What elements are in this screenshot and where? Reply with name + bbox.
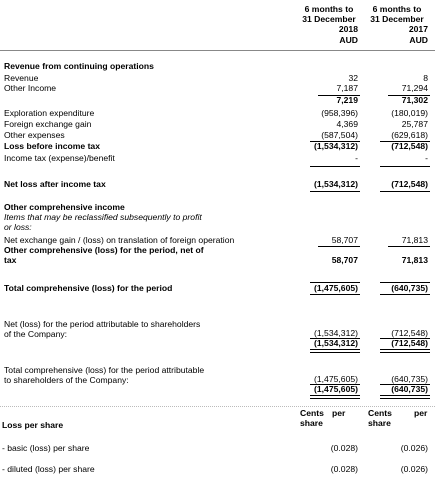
subtotal-2018: 7,219 (336, 95, 358, 105)
fx-gain-2017: 25,787 (401, 119, 428, 129)
oci-total-2017: 71,813 (401, 255, 428, 265)
income-tax-2018: - (355, 153, 358, 163)
netloss-rule-bottom-2017 (380, 191, 430, 192)
tci-rule-bottom-2018 (310, 294, 360, 295)
oci-total-label-line2: tax (4, 255, 17, 265)
section-continuing-title: Revenue from continuing operations (4, 61, 154, 71)
eps-divider (0, 406, 435, 407)
netloss-rule-top-2018 (310, 166, 360, 167)
subtotal-2017: 71,302 (401, 95, 428, 105)
attrib-net-label-line2: of the Company: (4, 329, 68, 339)
other-expenses-2017: (629,618) (391, 130, 428, 140)
eps-diluted-2018: (0.028) (330, 464, 358, 474)
net-loss-label: Net loss after income tax (4, 179, 106, 189)
attrib-total-label-line1: Total comprehensive (loss) for the period attributable (4, 365, 205, 375)
attrib-total-2018-b: (1,475,605) (314, 384, 358, 394)
other-income-2017: 71,294 (401, 83, 428, 93)
oci-title: Other comprehensive income (4, 202, 125, 212)
loss-before-tax-label: Loss before income tax (4, 141, 100, 151)
header-col2-year: 2017 (408, 24, 428, 34)
attrib-net-2017-a: (712,548) (391, 328, 428, 338)
attrib-total-double-rule-2017 (380, 395, 430, 399)
attrib-net-2018-a: (1,534,312) (314, 328, 358, 338)
income-tax-label: Income tax (expense)/benefit (4, 153, 115, 163)
netloss-rule-bottom-2018 (310, 191, 360, 192)
total-comprehensive-2017: (640,735) (391, 283, 428, 293)
oci-note-line1: Items that may be reclassified subsequently to profit (4, 212, 202, 222)
total-comprehensive-2018: (1,475,605) (314, 283, 358, 293)
net-loss-2018: (1,534,312) (314, 179, 358, 189)
tci-rule-bottom-2017 (380, 294, 430, 295)
eps-unit2-share: share (368, 418, 391, 428)
exploration-2017: (180,019) (391, 108, 428, 118)
header-col1-line1: 6 months to (304, 4, 354, 14)
eps-title: Loss per share (2, 420, 64, 430)
attrib-net-double-rule-2018 (310, 349, 360, 353)
attrib-total-label-line2: to shareholders of the Company: (4, 375, 129, 385)
fx-gain-2018: 4,369 (336, 119, 358, 129)
eps-unit1-cents: Cents (300, 408, 324, 418)
fx-gain-label: Foreign exchange gain (4, 119, 92, 129)
exploration-2018: (958,396) (321, 108, 358, 118)
eps-unit2-per: per (414, 408, 428, 418)
revenue-label: Revenue (4, 73, 39, 83)
eps-unit1-per: per (332, 408, 346, 418)
total-comprehensive-label: Total comprehensive (loss) for the period (4, 283, 173, 293)
oci-total-2018: 58,707 (331, 255, 358, 265)
eps-diluted-label: - diluted (loss) per share (2, 464, 95, 474)
income-tax-2017: - (425, 153, 428, 163)
loss-before-tax-2017: (712,548) (391, 141, 428, 151)
eps-diluted-2017: (0.026) (400, 464, 428, 474)
header-divider (0, 50, 435, 51)
fx-translation-label: Net exchange gain / (loss) on translation of foreign operation (4, 235, 235, 245)
header-col2-line2: 31 December (370, 14, 424, 24)
other-expenses-2018: (587,504) (321, 130, 358, 140)
netloss-rule-top-2017 (380, 166, 430, 167)
header-col1-line2: 31 December (302, 14, 356, 24)
loss-before-tax-2018: (1,534,312) (314, 141, 358, 151)
attrib-total-2017-a: (640,735) (391, 374, 428, 384)
attrib-total-2017-b: (640,735) (391, 384, 428, 394)
oci-note-line2: or loss: (4, 222, 32, 232)
revenue-2018: 32 (348, 73, 358, 83)
oci-rule-2017 (388, 246, 430, 247)
other-income-2018: 7,187 (336, 83, 358, 93)
attrib-net-2017-b: (712,548) (391, 338, 428, 348)
oci-rule-2018 (318, 246, 360, 247)
header-col1-year: 2018 (338, 24, 358, 34)
eps-unit2-cents: Cents (368, 408, 392, 418)
fx-translation-2017: 71,813 (401, 235, 428, 245)
header-col2-line1: 6 months to (372, 4, 422, 14)
attrib-net-2018-b: (1,534,312) (314, 338, 358, 348)
header-col2-currency: AUD (409, 35, 428, 45)
attrib-net-double-rule-2017 (380, 349, 430, 353)
oci-total-label-line1: Other comprehensive (loss) for the period, net of (4, 245, 204, 255)
other-expenses-label: Other expenses (4, 130, 65, 140)
eps-basic-2018: (0.028) (330, 443, 358, 453)
eps-unit1-share: share (300, 418, 323, 428)
net-loss-2017: (712,548) (391, 179, 428, 189)
eps-basic-label: - basic (loss) per share (2, 443, 90, 453)
attrib-total-2018-a: (1,475,605) (314, 374, 358, 384)
eps-basic-2017: (0.026) (400, 443, 428, 453)
other-income-label: Other Income (4, 83, 57, 93)
revenue-2017: 8 (423, 73, 428, 83)
exploration-label: Exploration expenditure (4, 108, 95, 118)
fx-translation-2018: 58,707 (331, 235, 358, 245)
header-col1-currency: AUD (339, 35, 358, 45)
attrib-total-double-rule-2018 (310, 395, 360, 399)
attrib-net-label-line1: Net (loss) for the period attributable to shareholders (4, 319, 201, 329)
